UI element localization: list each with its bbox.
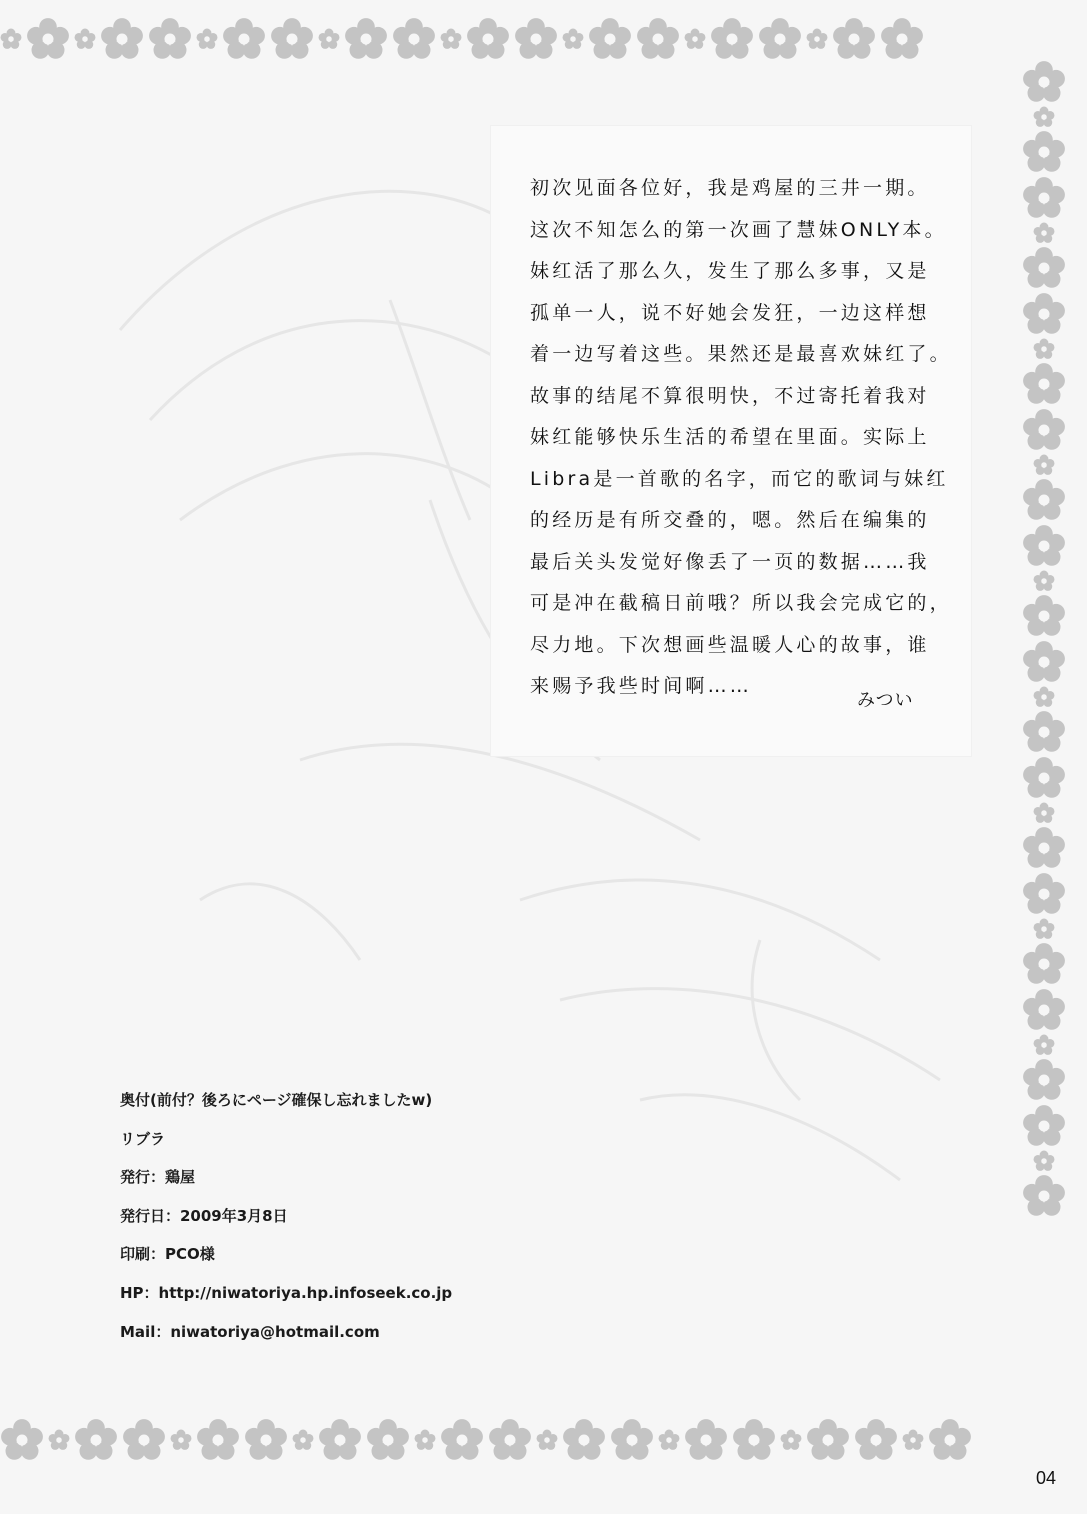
flower-icon [1033,1150,1055,1172]
afterword-line: Libra是一首歌的名字，而它的歌词与妹红 [530,467,949,490]
flower-icon [636,17,680,61]
colophon-title: リブラ [120,1129,166,1148]
afterword-text [530,172,952,712]
flower-icon [1033,802,1055,824]
flower-icon [196,1418,240,1462]
flower-icon [1022,594,1066,638]
flower-icon [344,17,388,61]
flower-icon [658,1429,680,1451]
author-signature: みつい [857,690,914,711]
flower-icon [1022,60,1066,104]
flower-icon [806,1418,850,1462]
flower-icon [1022,362,1066,406]
colophon-homepage: HP：http://niwatoriya.hp.infoseek.co.jp [120,1283,453,1302]
flower-icon [318,28,340,50]
flower-icon [318,1418,362,1462]
flower-icon [758,17,802,61]
flower-icon [1033,918,1055,940]
flower-icon [440,1418,484,1462]
colophon-printer: 印刷：PCO様 [120,1245,215,1264]
flower-icon [100,17,144,61]
afterword-line: 孤单一人，说不好她会发狂，一边这样想 [530,301,930,324]
colophon-heading: 奥付(前付？後ろにページ確保し忘れましたw) [120,1091,433,1109]
flower-icon [170,1429,192,1451]
flower-icon [1022,942,1066,986]
colophon-publisher: 発行：鶏屋 [120,1168,196,1187]
flower-icon [1033,570,1055,592]
flower-icon [488,1418,532,1462]
flower-icon [832,17,876,61]
flower-icon [1022,988,1066,1032]
flower-icon [732,1418,776,1462]
colophon [120,1085,680,1355]
afterword-line: 这次不知怎么的第一次画了慧妹ONLY本。 [530,218,947,241]
flower-icon [414,1429,436,1451]
flower-icon [536,1429,558,1451]
afterword-line: 妹红活了那么久，发生了那么多事，又是 [530,260,930,282]
flower-icon [610,1418,654,1462]
flower-icon [1022,524,1066,568]
flower-icon [148,17,192,61]
flower-icon [562,1418,606,1462]
bottom-flower-border [0,1415,1030,1465]
flower-icon [902,1429,924,1451]
flower-icon [514,17,558,61]
flower-icon [562,28,584,50]
top-flower-border [0,14,1030,64]
right-flower-border [1018,60,1070,1450]
flower-icon [588,17,632,61]
flower-icon [1022,246,1066,290]
flower-icon [1022,640,1066,684]
flower-icon [0,1418,44,1462]
flower-icon [1033,686,1055,708]
afterword-line: 可是冲在截稿日前哦？所以我会完成它的， [530,592,952,614]
page-number: 04 [1036,1468,1057,1488]
flower-icon [1033,454,1055,476]
flower-icon [880,17,924,61]
flower-icon [854,1418,898,1462]
flower-icon [684,28,706,50]
flower-icon [1022,1058,1066,1102]
flower-icon [466,17,510,61]
flower-icon [1033,222,1055,244]
flower-icon [1022,872,1066,916]
flower-icon [222,17,266,61]
flower-icon [74,1418,118,1462]
flower-icon [1022,176,1066,220]
flower-icon [74,28,96,50]
flower-icon [1022,710,1066,754]
flower-icon [1033,338,1055,360]
flower-icon [928,1418,972,1462]
flower-icon [1022,478,1066,522]
flower-icon [270,17,314,61]
flower-icon [1022,826,1066,870]
afterword-line: 的经历是有所交叠的，嗯。然后在编集的 [530,509,930,531]
flower-icon [1022,130,1066,174]
flower-icon [366,1418,410,1462]
flower-icon [710,17,754,61]
flower-icon [684,1418,728,1462]
flower-icon [1022,756,1066,800]
afterword-line: 最后关头发觉好像丢了一页的数据……我 [530,550,930,573]
afterword-line: 来赐予我些时间啊…… [530,675,753,697]
flower-icon [48,1429,70,1451]
flower-icon [392,17,436,61]
flower-icon [292,1429,314,1451]
afterword-line: 故事的结尾不算很明快，不过寄托着我对 [530,384,930,407]
flower-icon [780,1429,802,1451]
flower-icon [1033,1034,1055,1056]
flower-icon [440,28,462,50]
flower-icon [0,28,22,50]
flower-icon [1022,292,1066,336]
flower-icon [1022,1174,1066,1218]
flower-icon [1022,1104,1066,1148]
flower-icon [806,28,828,50]
afterword-line: 初次见面各位好，我是鸡屋的三井一期。 [530,177,930,199]
afterword-line: 尽力地。下次想画些温暖人心的故事，谁 [530,633,930,656]
colophon-date: 発行日：2009年3月8日 [120,1206,288,1225]
afterword-line: 着一边写着这些。果然还是最喜欢妹红了。 [530,343,952,365]
flower-icon [26,17,70,61]
flower-icon [122,1418,166,1462]
afterword-line: 妹红能够快乐生活的希望在里面。实际上 [530,426,930,448]
flower-icon [1033,106,1055,128]
colophon-mail: Mail：niwatoriya@hotmail.com [120,1322,380,1341]
flower-icon [196,28,218,50]
flower-icon [244,1418,288,1462]
flower-icon [1022,408,1066,452]
